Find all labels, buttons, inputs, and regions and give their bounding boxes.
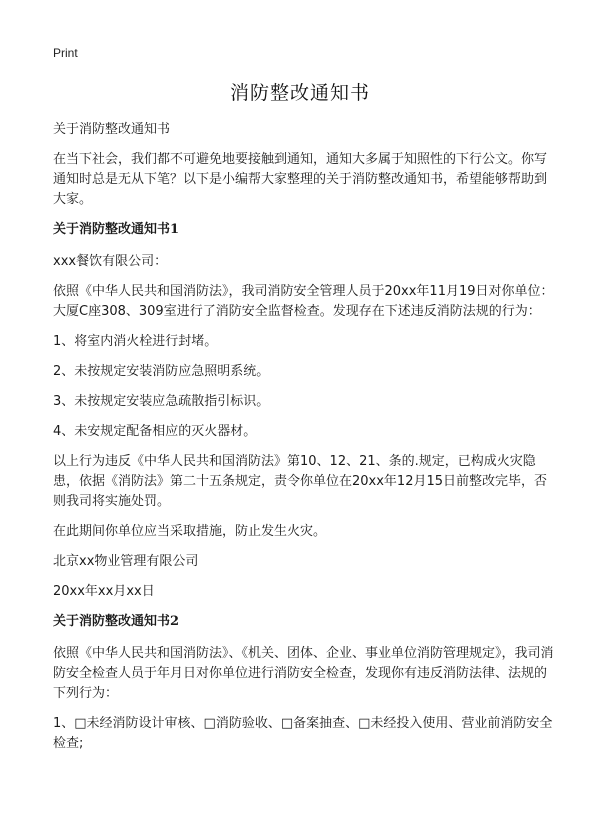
print-link[interactable]: Print (53, 46, 78, 60)
body-paragraph: 依照《中华人民共和国消防法》、《机关、团体、企业、事业单位消防管理规定》，我司消防安全检查人员于年月日对你单位进行消防安全检查，发现你有违反消防法律、法规的下列行为： (53, 646, 554, 701)
body-paragraph: 1、将室内消火栓进行封堵。 (53, 334, 218, 349)
body-paragraph: 在当下社会，我们都不可避免地要接触到通知，通知大多属于知照性的下行公文。你写通知时总是无从下笔？以下是小编帮大家整理的关于消防整改通知书，希望能够帮助到大家。 (53, 152, 548, 207)
document-body (53, 120, 558, 764)
section-heading: 关于消防整改通知书1 (53, 222, 180, 237)
body-paragraph: 2、未按规定安装消防应急照明系统。 (53, 364, 270, 379)
body-paragraph: 依照《中华人民共和国消防法》，我司消防安全管理人员于20xx年11月19日对你单位：大厦C座308、309室进行了消防安全监督检查。发现存在下述违反消防法规的行为： (53, 284, 554, 319)
document-title: 消防整改通知书 (229, 82, 370, 104)
body-paragraph: 1、□未经消防设计审核、□消防验收、□备案抽查、□未经投入使用、营业前消防安全检查; (53, 716, 553, 751)
body-paragraph: 关于消防整改通知书 (53, 122, 171, 137)
body-paragraph: 4、未安规定配备相应的灭火器材。 (53, 424, 257, 439)
section-heading: 关于消防整改通知书2 (53, 614, 180, 629)
body-paragraph: 3、未按规定安装应急疏散指引标识。 (53, 394, 270, 409)
body-paragraph: 20xx年xx月xx日 (53, 584, 155, 599)
body-paragraph: 在此期间你单位应当采取措施，防止发生火灾。 (53, 524, 327, 539)
body-paragraph: xxx餐饮有限公司： (53, 254, 168, 269)
body-paragraph: 北京xx物业管理有限公司 (53, 554, 199, 569)
body-paragraph: 以上行为违反《中华人民共和国消防法》第10、12、21、条的.规定，已构成火灾隐患，依据《消防法》第二十五条规定，责令你单位在20xx年12月15日前整改完毕，否则我司将实施处罚。 (53, 454, 548, 509)
